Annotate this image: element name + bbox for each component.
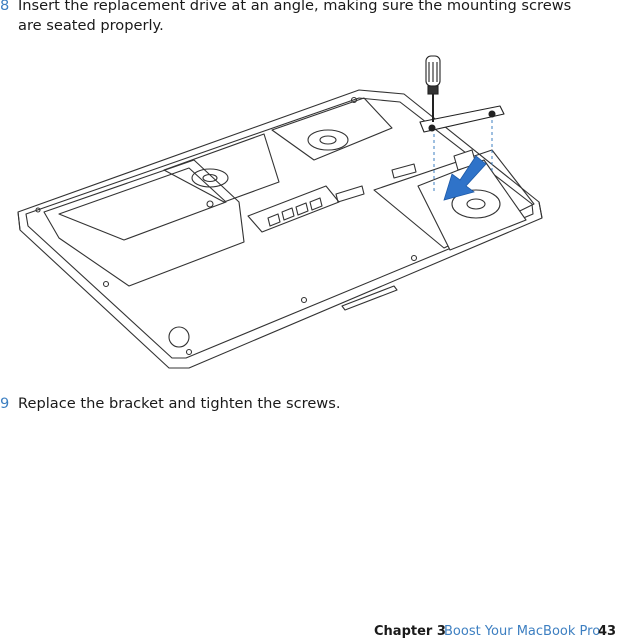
footer-chapter: Chapter 3 — [374, 624, 446, 639]
step-text: Insert the replacement drive at an angle, making sure the mounting screws are seated properly. — [18, 0, 572, 34]
macbook-bottom-illustration — [14, 52, 554, 372]
step-number: 9 — [0, 395, 10, 412]
screwdriver-icon — [426, 56, 440, 122]
step-8 — [0, 0, 610, 38]
step-9 — [0, 394, 610, 416]
page-footer — [0, 624, 633, 642]
page-number: 43 — [598, 624, 617, 639]
step-text: Replace the bracket and tighten the screws. — [18, 395, 341, 412]
step-number: 8 — [0, 0, 10, 14]
footer-chapter-title: Boost Your MacBook Pro — [444, 624, 601, 639]
